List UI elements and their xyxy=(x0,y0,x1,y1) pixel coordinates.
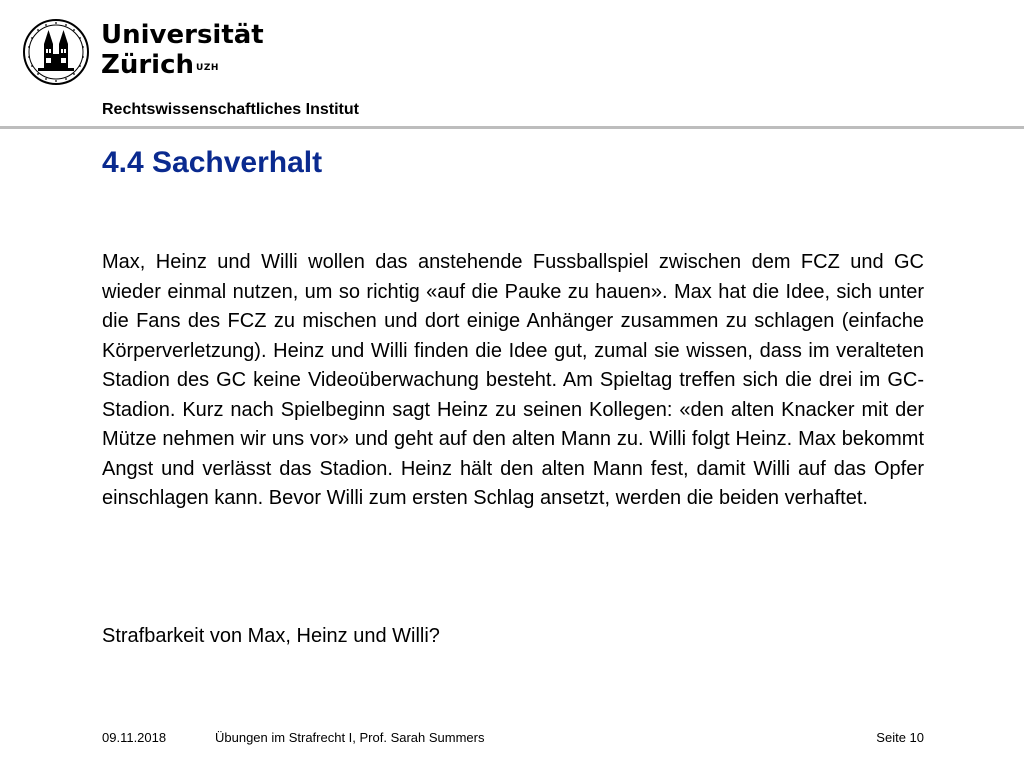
footer-date: 09.11.2018 xyxy=(102,730,167,745)
university-name-line1: Universität xyxy=(101,20,264,50)
case-description: Max, Heinz und Willi wollen das anstehende Fussballspiel zwischen dem FCZ und GC wieder einmal nutzen, um so richtig «auf die Pauke zu hauen». Max hat die Idee, sich unter die Fans des FCZ zu mischen und dort einige Anhänger zusammen zu schlagen (einfache Körperverletzung). Heinz und Willi finden die Idee gut, zumal sie wissen, dass im veralteten Stadion des GC keine Videoüberwachung besteht. Am Spieltag treffen sich die drei im GC-Stadion. Kurz nach Spielbeginn sagt Heinz zu seinen Kollegen: «den alten Knacker mit der Mütze nehmen wir uns vor» und geht auf den alten Mann zu. Willi folgt Heinz. Max bekommt Angst und verlässt das Stadion. Heinz hält den alten Mann fest, damit Willi auf das Opfer einschlagen kann. Bevor Willi zum ersten Schlag ansetzt, werden die beiden verhaftet. xyxy=(102,251,924,509)
case-question: Strafbarkeit von Max, Heinz und Willi? xyxy=(102,625,440,647)
institute-name: Rechtswissenschaftliches Institut xyxy=(102,101,359,118)
university-name-line2 xyxy=(101,50,264,80)
university-wordmark xyxy=(101,20,264,80)
university-abbreviation: UZH xyxy=(196,63,219,73)
header-divider xyxy=(0,126,1024,129)
university-city: Zürich xyxy=(101,50,195,80)
university-seal-logo xyxy=(22,18,90,86)
footer-course: Übungen im Strafrecht I, Prof. Sarah Summers xyxy=(215,730,485,745)
slide-title: 4.4 Sachverhalt xyxy=(102,146,323,179)
footer-page-number: Seite 10 xyxy=(876,730,924,745)
